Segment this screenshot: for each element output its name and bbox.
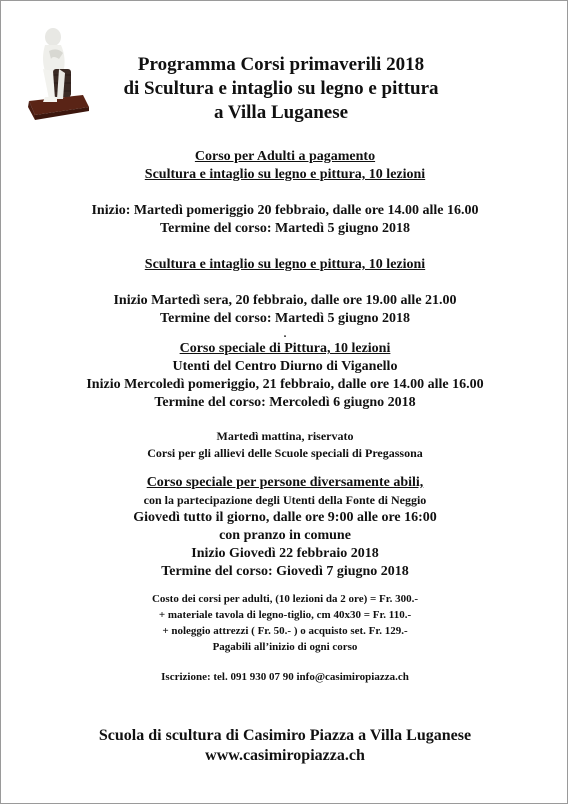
painting-users: Utenti del Centro Diurno di Viganello [172,359,398,374]
cost-line-4: Pagabili all’inizio di ogni corso [212,641,358,653]
special-line-3: con pranzo in comune [219,528,351,543]
course1-end: Termine del corso: Martedì 5 giugno 2018 [160,221,410,236]
course2-start: Inizio Martedì sera, 20 febbraio, dalle ore 19.00 alle 21.00 [113,293,457,308]
course1-subtitle: Scultura e intaglio su legno e pittura, 10 lezioni [144,167,426,182]
special-line-5: Termine del corso: Giovedì 7 giugno 2018 [161,564,409,579]
footer-website: www.casimiropiazza.ch [205,747,365,764]
painting-end: Termine del corso: Mercoledì 6 giugno 2018 [154,395,416,410]
title-line-2: di Scultura e intaglio su legno e pittura [123,78,439,99]
course2-end: Termine del corso: Martedì 5 giugno 2018 [160,311,410,326]
course1-start: Inizio: Martedì pomeriggio 20 febbraio, dalle ore 14.00 alle 16.00 [91,203,479,218]
school-line-1: Martedì mattina, riservato [216,429,354,443]
title-block [101,53,461,125]
sculpture-logo-icon [23,23,91,123]
special-line-2: Giovedì tutto il giorno, dalle ore 9:00 alle ore 16:00 [133,510,437,525]
cost-line-3: + noleggio attrezzi ( Fr. 50.- ) o acquisto set. Fr. 129.- [162,625,408,637]
painting-start: Inizio Mercoledì pomeriggio, 21 febbraio, dalle ore 14.00 alle 16.00 [86,377,484,392]
painting-heading: Corso speciale di Pittura, 10 lezioni [179,341,391,356]
title-line-3: a Villa Luganese [213,102,349,123]
course2-subtitle: Scultura e intaglio su legno e pittura, 10 lezioni [144,257,426,272]
footer-school: Scuola di scultura di Casimiro Piazza a Villa Luganese [98,727,472,744]
special-line-1: con la partecipazione degli Utenti della Fonte di Neggio [143,493,427,507]
special-heading: Corso speciale per persone diversamente abili, [146,475,424,490]
course-details [1,148,569,685]
adults-heading: Corso per Adulti a pagamento [194,149,376,164]
registration-line: Iscrizione: tel. 091 930 07 90 info@casimiropiazza.ch [161,671,409,683]
footer [1,726,569,766]
cost-line-2: + materiale tavola di legno-tiglio, cm 40x30 = Fr. 110.- [158,609,412,621]
title-line-1: Programma Corsi primaverili 2018 [137,54,425,75]
school-line-2: Corsi per gli allievi delle Scuole speciali di Pregassona [147,446,423,460]
separator-dot: . [283,328,287,340]
special-line-4: Inizio Giovedì 22 febbraio 2018 [191,546,379,561]
cost-line-1: Costo dei corsi per adulti, (10 lezioni da 2 ore) = Fr. 300.- [151,593,419,605]
